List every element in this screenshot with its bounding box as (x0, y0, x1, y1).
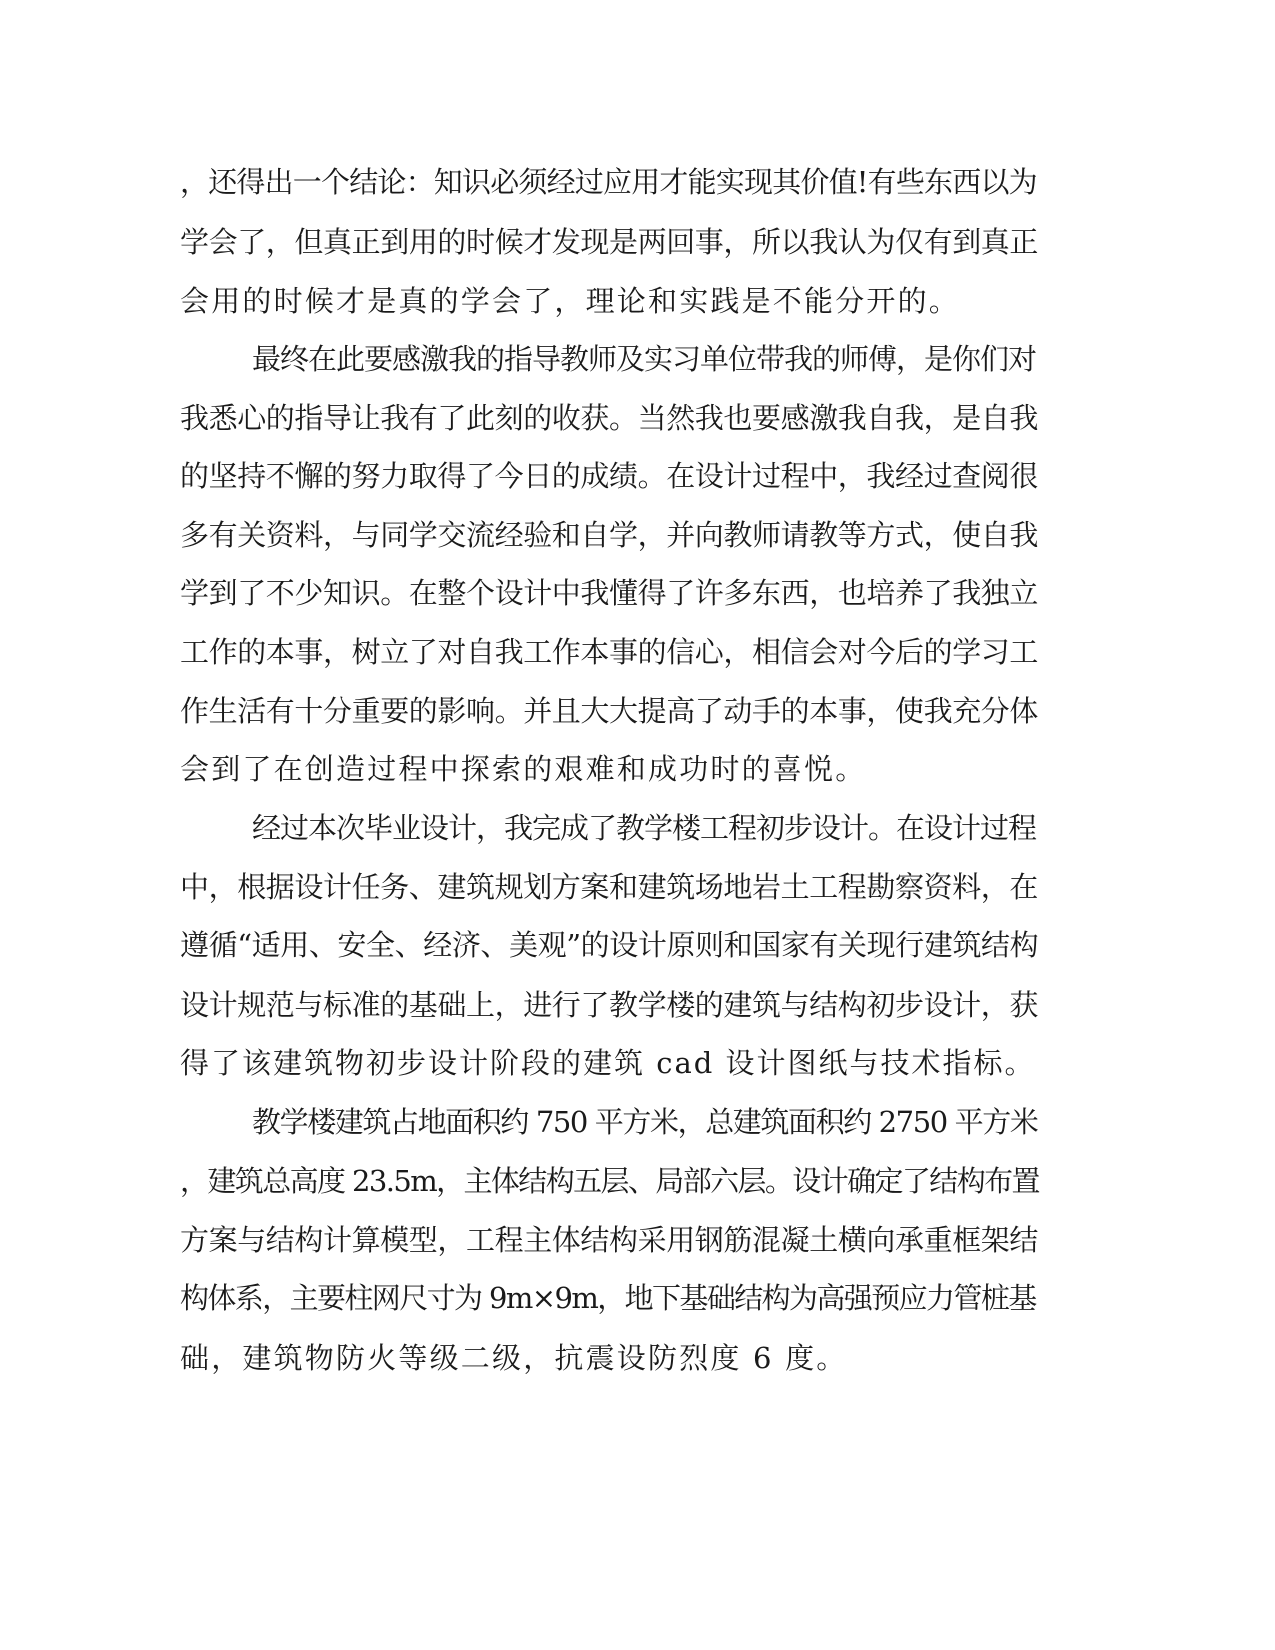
text-line: 作生活有十分重要的影响。并且大大提高了动手的本事，使我充分体 (180, 694, 1039, 728)
text-line: 多有关资料，与同学交流经验和自学，并向教师请教等方式，使自我 (180, 518, 1039, 552)
text-line: 学到了不少知识。在整个设计中我懂得了许多东西，也培养了我独立 (180, 576, 1039, 610)
text-line: ，建筑总高度 23.5m，主体结构五层、局部六层。设计确定了结构布置 (180, 1164, 1039, 1198)
text-line: 设计规范与标准的基础上，进行了教学楼的建筑与结构初步设计，获 (180, 988, 1039, 1022)
text-line: 学会了，但真正到用的时候才发现是两回事，所以我认为仅有到真正 (180, 225, 1039, 259)
text-line: 会用的时候才是真的学会了，理论和实践是不能分开的。 (180, 284, 961, 318)
text-line: 我悉心的指导让我有了此刻的收获。当然我也要感激我自我，是自我 (180, 401, 1039, 435)
text-line: 方案与结构计算模型，工程主体结构采用钢筋混凝土横向承重框架结 (180, 1223, 1039, 1257)
text-line: ，还得出一个结论：知识必须经过应用才能实现其价值!有些东西以为 (180, 165, 1037, 199)
paragraph-first-line: 经过本次毕业设计，我完成了教学楼工程初步设计。在设计过程 (252, 811, 1037, 845)
text-line: 中，根据设计任务、建筑规划方案和建筑场地岩土工程勘察资料，在 (180, 870, 1039, 904)
text-line: 遵循“适用、安全、经济、美观”的设计原则和国家有关现行建筑结构 (180, 928, 1039, 962)
text-line: 工作的本事，树立了对自我工作本事的信心，相信会对今后的学习工 (180, 635, 1039, 669)
text-line: 会到了在创造过程中探索的艰难和成功时的喜悦。 (180, 752, 867, 786)
text-line: 得了该建筑物初步设计阶段的建筑 cad 设计图纸与技术指标。 (180, 1046, 1036, 1080)
text-line: 础，建筑物防火等级二级，抗震设防烈度 6 度。 (180, 1341, 848, 1375)
paragraph-first-line: 最终在此要感激我的指导教师及实习单位带我的师傅，是你们对 (252, 342, 1037, 376)
text-line: 的坚持不懈的努力取得了今日的成绩。在设计过程中，我经过查阅很 (180, 459, 1039, 493)
text-line: 构体系，主要柱网尺寸为 9m×9m，地下基础结构为高强预应力管桩基 (180, 1281, 1036, 1315)
paragraph-first-line: 教学楼建筑占地面积约 750 平方米，总建筑面积约 2750 平方米 (252, 1105, 1038, 1139)
